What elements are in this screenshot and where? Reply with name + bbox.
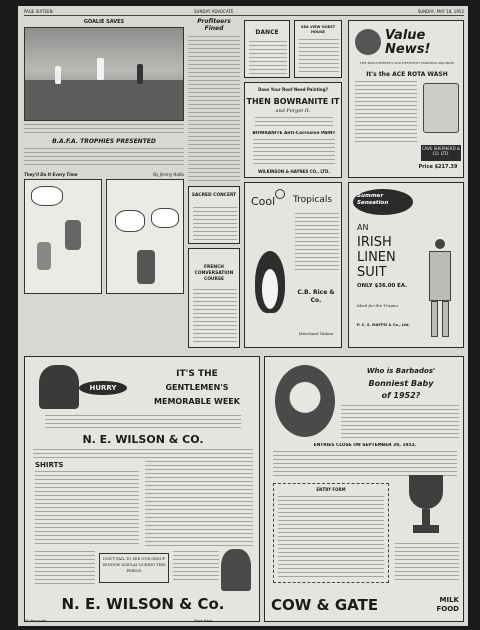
footer-left: 16 Advocate [24, 619, 47, 623]
bowranite-ad [244, 82, 342, 178]
wilson-shirts: SHIRTS [35, 461, 64, 469]
value-price: Price $217.39 [418, 164, 458, 170]
bowranite-headline: THEN BOWRANITE IT [246, 97, 340, 106]
profiteers-column [188, 18, 240, 183]
french-title: FRENCH CONVERSATION COURSE [194, 265, 234, 282]
french-course-ad [188, 248, 240, 348]
sun-icon [275, 189, 285, 199]
summer-price: ONLY $36.00 EA. [357, 283, 408, 289]
comic-title-row [24, 171, 184, 178]
baby-title-2: Bonniest Baby [368, 379, 434, 388]
hurry-badge: HURRY [79, 381, 127, 395]
seaview-title: SEA VIEW GUEST HOUSE [300, 25, 336, 34]
summer-suit: SUIT [357, 265, 387, 280]
summer-sensation-ad [348, 182, 464, 348]
cool-firm: C.B. Rice & Co. [297, 289, 335, 304]
value-dealer: CAVE SHEPHERD & CO. LTD. [421, 145, 461, 161]
masthead-left: PAGE SIXTEEN [24, 9, 53, 14]
page-footer [24, 618, 464, 625]
cow-gate-milk: MILK FOOD [436, 596, 459, 613]
cool-tropicals-ad [244, 182, 342, 348]
comic-title: They'll Do It Every Time [24, 172, 78, 177]
newspaper-page [18, 6, 468, 626]
goalie-photo [24, 27, 184, 121]
summer-linen: LINEN [357, 250, 396, 265]
cool-word: Cool [251, 195, 276, 208]
wilson-ad [24, 356, 260, 622]
footer-right: Start Here [194, 619, 213, 623]
bafa-story [24, 148, 184, 168]
goalie-title: GOALIE SAVES [83, 19, 125, 25]
baby-entries: ENTRIES CLOSE ON SEPTEMBER 30, 1952. [313, 443, 417, 448]
summer-title: Summer Sensation [357, 193, 389, 206]
cow-gate-name: COW & GATE [271, 596, 379, 614]
wilson-footer: N. E. WILSON & Co. [61, 595, 225, 613]
value-news-ad [348, 20, 464, 178]
profiteers-title: Profiteers Fined [197, 18, 231, 32]
wilson-window-box [99, 553, 169, 583]
wilson-window-text: DON'T FAIL TO SEE OUR GROUP WINDOW DISPLAY DURING THIS PERIOD [102, 557, 166, 573]
baby-portrait [275, 365, 335, 437]
value-title: Value News! [385, 29, 431, 57]
wilson-memorable: MEMORABLE WEEK [154, 397, 240, 406]
masthead [24, 8, 464, 16]
sacred-concert-ad [188, 186, 240, 244]
baby-entry-form [273, 483, 389, 583]
bafa-headline: B.A.F.A. TROPHIES PRESENTED [52, 138, 156, 145]
value-sub: THE MOST PERFECT AND EFFICIENT WASHING MACHINE [359, 61, 455, 65]
comic-panel-left [24, 179, 102, 294]
dance-ad [244, 20, 290, 78]
trophy-cup-icon [403, 475, 449, 539]
bowranite-question: Does Your Roof Need Painting? [258, 87, 328, 92]
seaview-ad [294, 20, 342, 78]
goalie-caption-text [24, 124, 184, 136]
washing-machine-icon [423, 83, 459, 133]
man-in-suit-icon [425, 239, 455, 339]
tropicals-word: Tropicals [293, 195, 333, 205]
masthead-center: SUNDAY ADVOCATE [194, 9, 234, 14]
baby-contest-ad [264, 356, 464, 622]
entry-form-title: ENTRY FORM [316, 487, 346, 492]
summer-ideal: Ideal for the Tropics [357, 303, 399, 308]
summer-dealer: P. C. S. MAFFEI & Co., Ltd. [357, 323, 410, 327]
baby-title-3: of 1952? [381, 391, 421, 400]
goalie-section [24, 18, 184, 168]
cool-sub: Merchant Tailors [298, 331, 334, 336]
salesman-icon [221, 549, 251, 591]
masthead-right: SUNDAY, MAY 18, 1952 [417, 9, 464, 14]
comic-panel-right [106, 179, 184, 294]
bowranite-footer: WILKINSON & HAYNES CO., LTD. [258, 169, 330, 174]
wilson-firm: N. E. WILSON & CO. [82, 433, 204, 446]
running-man-icon [39, 365, 79, 409]
summer-an: AN [357, 223, 369, 232]
wilson-its-the: IT'S THE [176, 369, 218, 379]
bowranite-paint: BOWRANITE Anti-Corrosive PAINT [252, 131, 336, 136]
summer-irish: IRISH [357, 235, 392, 250]
wilson-gentlemens: GENTLEMEN'S [165, 383, 229, 392]
bowranite-forget: and Forget It. [275, 108, 311, 114]
penguin-icon [255, 251, 285, 313]
cow-gate-footer [271, 593, 459, 617]
comic-strip [24, 171, 184, 296]
baby-title-1: Who is Barbados' [366, 367, 436, 375]
dance-title: DANCE [255, 29, 279, 36]
comic-author: By Jimmy Hatlo [153, 172, 184, 177]
value-product: It's the ACE ROTA WASH [366, 71, 448, 78]
sacred-title: SACRED CONCERT [191, 193, 237, 198]
value-figure-icon [355, 29, 381, 55]
